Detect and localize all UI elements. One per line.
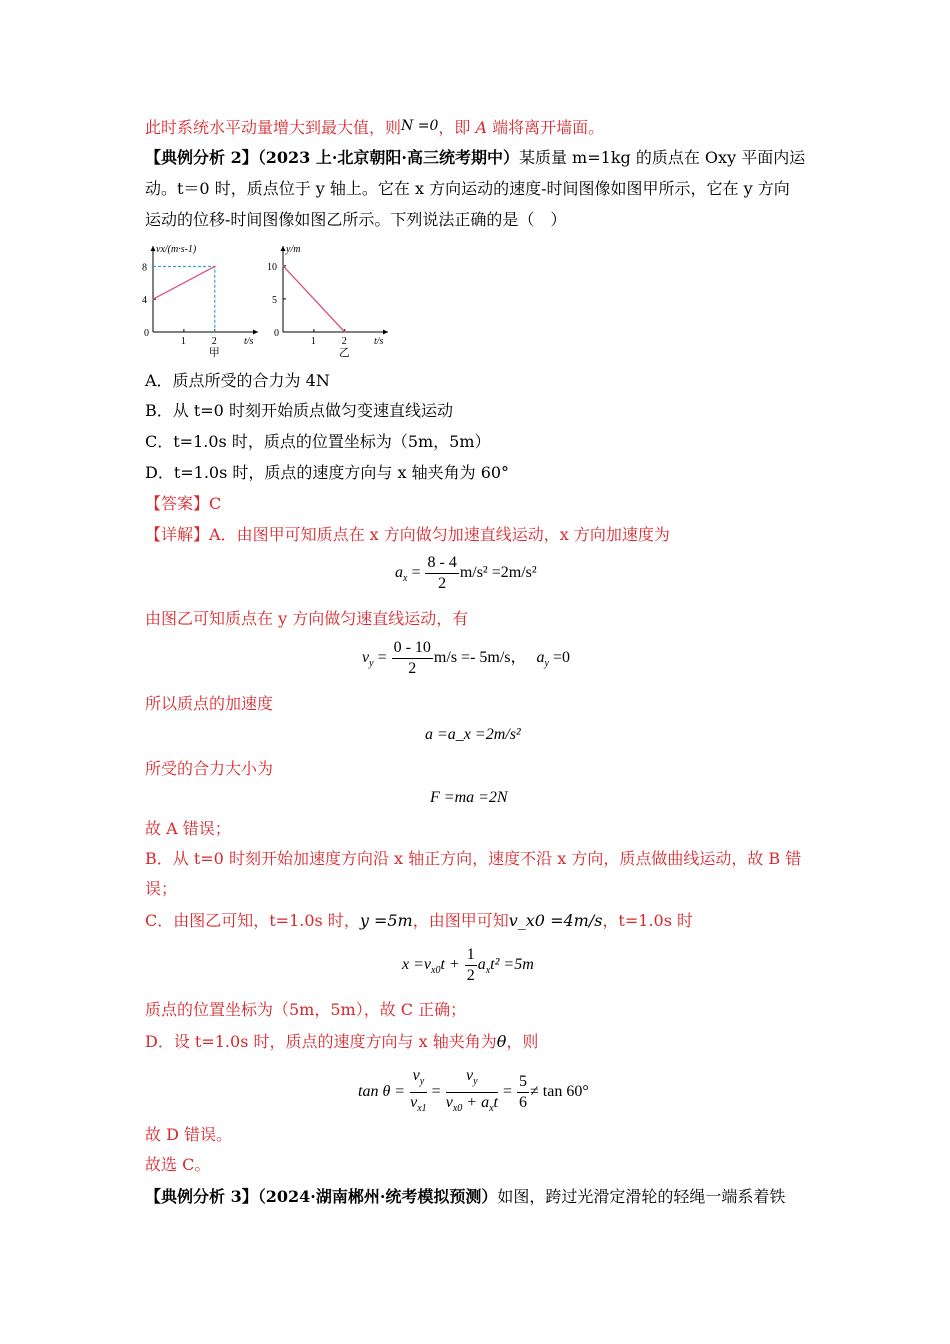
x-axis-label: t/s (374, 336, 384, 347)
eq1-rest: m/s² =2m/s² (459, 564, 537, 582)
detail-text-e: 故 A 错误； (145, 819, 231, 838)
guide-lines (153, 266, 215, 332)
normal-force-eq: N =0 (401, 118, 439, 134)
eq6-f2-den: v (445, 1094, 453, 1111)
detail-text-k: 故选 C。 (145, 1155, 211, 1174)
y-tick-label: 10 (267, 261, 277, 273)
x-tick-label: 2 (211, 336, 217, 347)
eq2-rest2: =0 (552, 649, 570, 667)
y-tick-label: 5 (272, 294, 277, 306)
detail-line-i (145, 1031, 538, 1053)
conclusion-text: 此时系统水平动量增大到最大值，则 (145, 118, 402, 137)
x-tick-label: 1 (180, 336, 186, 347)
y-axis-label: vx/(m·s-1) (156, 244, 197, 255)
x-tick-label: 1 (310, 336, 316, 347)
detail-i-text2: ，则 (506, 1032, 539, 1051)
detail-g-math2: v_x0 =4m/s (508, 911, 603, 930)
example2-source: （2023 上·北京朝阳·高三统考期中） (257, 148, 519, 167)
series-line (153, 266, 215, 299)
eq5-den: 2 (466, 967, 475, 984)
detail-line-g (145, 910, 693, 932)
example3-tag: 【典例分析 3】 (145, 1187, 258, 1206)
eq2-lhs2-sub: y (544, 658, 549, 670)
chart-caption: 乙 (338, 347, 350, 359)
y-tick-label: 4 (142, 295, 147, 307)
example2-tag: 【典例分析 2】 (145, 148, 258, 167)
eq2-fraction (392, 638, 433, 679)
eq1-den: 2 (438, 575, 447, 592)
equation-a: a =a_x =2m/s² (425, 726, 521, 743)
eq6-f1-den-sub: x1 (417, 1103, 427, 1114)
detail-text-j: 故 D 错误。 (145, 1125, 233, 1144)
eq5-mid: t + (440, 956, 460, 974)
motion-graphs (140, 236, 410, 364)
eq5-tail: a (477, 956, 486, 974)
option-d: D．t=1.0s 时，质点的速度方向与 x 轴夹角为 60° (145, 463, 510, 482)
detail-text-a: A．由图甲可知质点在 x 方向做匀加速直线运动，x 方向加速度为 (209, 525, 670, 544)
x-tick-label: 2 (341, 336, 347, 347)
eq5-tail-sub: x (485, 965, 491, 977)
equation-f: F =ma =2N (430, 789, 508, 806)
eq6-f1-den: v (410, 1094, 418, 1111)
detail-line-a (145, 524, 670, 546)
chart-caption: 甲 (208, 347, 220, 359)
eq2-lhs: v (362, 649, 370, 667)
detail-text-h: 质点的位置坐标为（5m，5m），故 C 正确； (145, 1000, 467, 1019)
example3-line (145, 1186, 785, 1208)
answer-line: 【答案】C (145, 494, 222, 513)
data-point (282, 265, 284, 267)
eq1-lhs-sub: x (403, 573, 408, 585)
eq6-f2-num: v (466, 1067, 474, 1084)
equation-tan: tan θ = $\frac{v_y}{v_{x1}}$ = $\frac{v_y}{v_{x0} + a_xt}$ = $\frac{5}{6}$ ≠ tan 60° (358, 1066, 589, 1119)
option-b: B．从 t=0 时刻开始质点做匀变速直线运动 (145, 401, 453, 420)
eq6-f1-num-sub: y (419, 1076, 425, 1087)
eq6-fraction2 (446, 1066, 498, 1119)
detail-i-text1: D．设 t=1.0s 时，质点的速度方向与 x 轴夹角为 (145, 1032, 497, 1051)
eq2-den: 2 (408, 660, 417, 677)
detail-text-f2: 误； (145, 879, 178, 898)
y-axis-label: y/m (286, 244, 301, 255)
conclusion-text-3: 端将离开墙面。 (492, 118, 605, 137)
example3-source: （2024·湖南郴州·统考模拟预测） (257, 1187, 498, 1206)
point-a-label: A (475, 118, 488, 137)
eq2-num: 0 - 10 (392, 638, 433, 659)
eq1-lhs: a (395, 564, 403, 582)
detail-g-math1: y =5m (359, 911, 413, 930)
example2-text-1: 某质量 m=1kg 的质点在 Oxy 平面内运 (518, 148, 806, 167)
eq2-lhs2: a (536, 649, 545, 667)
conclusion-text-2: ，即 (438, 118, 471, 137)
eq6-lhs: tan θ = (358, 1083, 406, 1101)
origin-label: 0 (274, 328, 279, 339)
chart-jia (142, 244, 258, 359)
theta-symbol: θ (496, 1032, 507, 1051)
eq6-f2-den-rest-sub: x (489, 1103, 494, 1114)
eq6-f3-den: 6 (519, 1094, 527, 1111)
series-line (283, 266, 345, 332)
eq5-fraction (465, 945, 477, 986)
eq5-num: 1 (465, 945, 477, 966)
data-point (214, 266, 216, 268)
example2-line1 (145, 147, 805, 169)
eq2-rest: m/s =- 5m/s， (433, 649, 527, 667)
equation-ax: $a_x$ = $\frac{8 - 4}{2}$ m/s² =2m/s² (395, 554, 537, 592)
detail-text-d: 所受的合力大小为 (145, 759, 274, 778)
detail-text-f1: B．从 t=0 时刻开始加速度方向沿 x 轴正方向，速度不沿 x 方向，质点做曲线运动，故 B 错 (145, 849, 802, 868)
eq5-end: t² =5m (490, 956, 534, 974)
data-point (344, 331, 346, 333)
eq6-f2-num-sub: y (473, 1076, 478, 1087)
detail-g-text3: ，t=1.0s 时 (602, 911, 694, 930)
x-axis-arrow (253, 330, 258, 335)
data-point (152, 298, 154, 300)
y-tick-label: 8 (142, 262, 147, 274)
eq6-f2-den-sub: x0 (452, 1103, 463, 1114)
eq1-num: 8 - 4 (425, 553, 458, 574)
x-axis-label: t/s (244, 336, 254, 347)
detail-g-text1: C．由图乙可知，t=1.0s 时， (145, 911, 360, 930)
option-c: C．t=1.0s 时，质点的位置坐标为（5m，5m） (145, 432, 491, 451)
detail-text-b: 由图乙可知质点在 y 方向做匀速直线运动，有 (145, 609, 469, 628)
conclusion-line (145, 115, 604, 139)
option-a: A．质点所受的合力为 4N (145, 371, 330, 390)
equation-x (402, 945, 534, 986)
eq5-lhs: x =v (402, 956, 431, 974)
eq1-fraction (425, 553, 458, 594)
eq5-sub: x0 (431, 965, 441, 977)
example2-text-2: 动。t＝0 时，质点位于 y 轴上。它在 x 方向运动的速度-时间图像如图甲所示，它在 y 方向 (145, 179, 790, 198)
eq6-f2-den-rest: + a (466, 1094, 490, 1111)
equation-vy: $v_y$ = $\frac{0 - 10}{2}$ m/s =- 5m/s， $a_y =0$ (362, 639, 570, 677)
y-axis-arrow (281, 246, 286, 251)
eq6-f1-num: v (412, 1067, 420, 1084)
detail-g-text2: ，由图甲可知 (412, 911, 509, 930)
eq6-f2-den-t: t (493, 1094, 498, 1111)
detail-tag: 【详解】 (145, 525, 210, 544)
eq2-lhs-sub: y (369, 658, 374, 670)
eq6-end: ≠ tan 60° (530, 1083, 589, 1101)
eq6-fraction1 (410, 1066, 427, 1119)
origin-label: 0 (144, 328, 149, 339)
example3-text: 如图，跨过光滑定滑轮的轻绳一端系着铁 (497, 1187, 786, 1206)
detail-text-c: 所以质点的加速度 (145, 694, 274, 713)
chart-yi (267, 244, 388, 359)
eq6-f3-num: 5 (517, 1072, 529, 1093)
y-axis-arrow (151, 246, 156, 251)
example2-text-3: 运动的位移-时间图像如图乙所示。下列说法正确的是（ ） (145, 210, 567, 229)
x-axis-arrow (383, 330, 388, 335)
eq6-fraction3 (517, 1072, 529, 1113)
